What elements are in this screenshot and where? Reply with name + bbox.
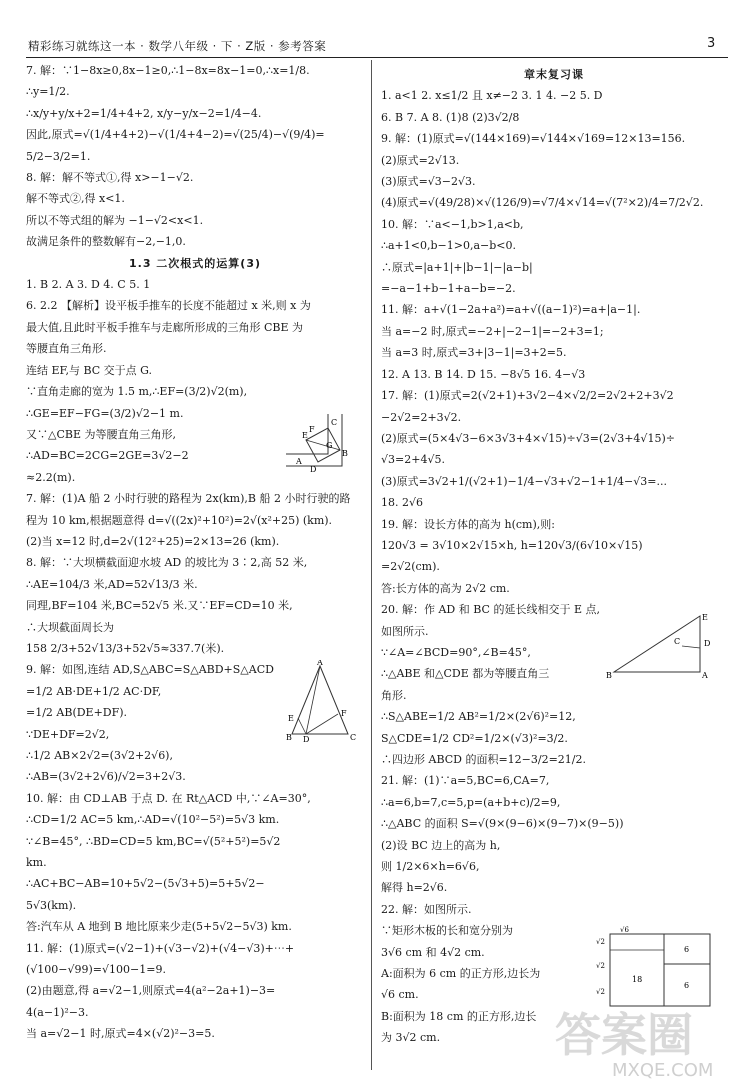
answer-line: km. (26, 856, 47, 870)
answer-line: 6. 2.2 【解析】设平板手推车的长度不能超过 x 米,则 x 为 (26, 299, 311, 313)
corridor-label: A (296, 457, 302, 466)
answer-line: ∴AD=BC=2CG=2GE=3√2−2 (26, 449, 189, 463)
answer-line: ∴四边形 ABCD 的面积=12−3/2=21/2. (381, 753, 587, 766)
answer-line: 解得 h=2√6. (381, 881, 448, 895)
answer-line: 17. 解：(1)原式=2(√2+1)+3√2−4×√2/2=2√2+2+3√2 (381, 389, 674, 403)
answer-line: 为 3√2 cm. (381, 1031, 441, 1045)
answer-line: 1. B 2. A 3. D 4. C 5. 1 (26, 278, 151, 292)
section-heading: 章末复习课 (524, 68, 584, 81)
answer-line: 8. 解：解不等式①,得 x>−1−√2. (26, 171, 194, 185)
answer-line: 18. 2√6 (381, 496, 423, 510)
answer-line: 7. 解：(1)A 船 2 小时行驶的路程为 2x(km),B 船 2 小时行驶的路 (26, 492, 351, 506)
answer-line: (4)原式=√(49/28)×√(126/9)=√7/4×√14=√(7²×2)/4=7/2√2. (381, 196, 704, 210)
corridor-figure (282, 410, 366, 480)
answer-line: 158 2/3+52√13/3+52√5≈337.7(米). (26, 641, 225, 655)
answer-line: ≈2.2(m). (26, 470, 76, 484)
answer-line: 11. 解：a+√(1−2a+a²)=a+√((a−1)²)=a+|a−1|. (381, 303, 641, 317)
answer-line: 连结 EF,与 BC 交于点 G. (26, 363, 153, 377)
answer-line: 10. 解：∵a<−1,b>1,a<b, (381, 217, 524, 231)
answer-line: 9. 解：(1)原式=√(144×169)=√144×√169=12×13=156. (381, 132, 686, 146)
corridor-label: F (309, 425, 315, 434)
board-cell-label: 6 (684, 945, 690, 954)
corridor-label: D (310, 465, 317, 474)
answer-line: ∴大坝截面周长为 (26, 620, 114, 634)
triangle9-label: D (303, 735, 310, 742)
answer-line: 故满足条件的整数解有−2,−1,0. (26, 235, 186, 249)
answer-line: 9. 解：如图,连结 AD,S△ABC=S△ABD+S△ACD (26, 663, 274, 677)
answer-line: −2√2=2+3√2. (381, 410, 462, 424)
triangle9-label: E (288, 714, 294, 723)
answer-line: ∵直角走廊的宽为 1.5 m,∴EF=(3/2)√2(m), (26, 385, 248, 399)
board-top-label: √6 (620, 926, 629, 934)
answer-line: ∴AC+BC−AB=10+5√2−(5√3+5)=5+5√2− (26, 877, 265, 891)
triangle9-label: B (286, 733, 292, 742)
answer-line: ∴1/2 AB×2√2=(3√2+2√6), (26, 749, 173, 762)
answer-line: ∴a=6,b=7,c=5,p=(a+b+c)/2=9, (381, 795, 561, 809)
answer-line: =−a−1+b−1+a−b=−2. (381, 282, 516, 296)
answer-line: 22. 解：如图所示. (381, 902, 472, 916)
answer-line: 答:汽车从 A 地到 B 地比原来少走(5+5√2−5√3) km. (26, 920, 292, 934)
answer-line: ∴x/y+y/x+2=1/4+4+2, x/y−y/x−2=1/4−4. (26, 106, 262, 120)
answer-line: 4(a−1)²−3. (26, 1005, 89, 1019)
answer-line: 5√3(km). (26, 898, 77, 912)
answer-line: 角形. (381, 688, 407, 702)
answer-line: 5/2−3/2=1. (26, 149, 91, 163)
board-left-label: √2 (596, 938, 605, 946)
answer-line: 7. 解：∵1−8x≥0,8x−1≥0,∴1−8x=8x−1=0,∴x=1/8. (26, 64, 310, 77)
left-column (26, 60, 364, 1045)
triangle-figure-20 (604, 610, 714, 680)
answer-line: ∴△ABE 和△CDE 都为等腰直角三 (381, 667, 550, 681)
watermark-url: MXQE.COM (612, 1060, 714, 1081)
answer-line: 当 a=3 时,原式=3+|3−1|=3+2=5. (381, 346, 567, 360)
answer-line: 程为 10 km,根据题意得 d=√((2x)²+10²)=2√(x²+25) (km). (26, 513, 333, 527)
corridor-label: C (331, 418, 338, 427)
answer-line: 120√3 = 3√10×2√15×h, h=120√3/(6√10×√15) (381, 538, 643, 552)
triangle9-label: F (341, 709, 347, 718)
answer-line: =1/2 AB·DE+1/2 AC·DF, (26, 684, 162, 698)
answer-line: 最大值,且此时平板手推车与走廊所形成的三角形 CBE 为 (26, 320, 304, 334)
answer-line: 3√6 cm 和 4√2 cm. (381, 945, 485, 959)
answer-line: ∴GE=EF−FG=(3/2)√2−1 m. (26, 406, 184, 420)
board-left-label: √2 (596, 962, 605, 970)
answer-line: (3)原式=√3−2√3. (381, 175, 476, 189)
answer-line: 10. 解：由 CD⊥AB 于点 D. 在 Rt△ACD 中,∵∠A=30°, (26, 791, 311, 805)
answer-line: 21. 解：(1)∵a=5,BC=6,CA=7, (381, 774, 550, 788)
answer-line: (2)设 BC 边上的高为 h, (381, 838, 501, 852)
answer-line: ∵∠A=∠BCD=90°,∠B=45°, (381, 645, 531, 659)
answer-line: 1. a<1 2. x≤1/2 且 x≠−2 3. 1 4. −2 5. D (381, 89, 603, 103)
answer-line: 同理,BF=104 米,BC=52√5 米.又∵EF=CD=10 米, (26, 599, 293, 613)
triangle-figure-9 (284, 660, 364, 742)
answer-line: B:面积为 18 cm 的正方形,边长 (381, 1009, 537, 1023)
corridor-label: G (326, 441, 333, 450)
answer-line: ∴AE=104/3 米,AD=52√13/3 米. (26, 577, 198, 591)
triangle20-label: D (704, 639, 711, 648)
header-rule (26, 57, 728, 58)
answer-line: (2)由题意,得 a=√2−1,则原式=4(a²−2a+1)−3= (26, 984, 276, 998)
answer-line: (3)原式=3√2+1/(√2+1)−1/4−√3+√2−1+1/4−√3=... (381, 474, 667, 488)
answer-line: ∴CD=1/2 AC=5 km,∴AD=√(10²−5²)=5√3 km. (26, 813, 280, 827)
answer-line: ∴S△ABE=1/2 AB²=1/2×(2√6)²=12, (381, 710, 576, 724)
answer-line: √3=2+4√5. (381, 453, 445, 467)
answer-line: 答:长方体的高为 2√2 cm. (381, 581, 510, 595)
corridor-label: E (302, 431, 308, 440)
answer-line: (2)当 x=12 时,d=2√(12²+25)=2×13=26 (km). (26, 534, 280, 548)
answer-line: 当 a=√2−1 时,原式=4×(√2)²−3=5. (26, 1027, 215, 1041)
page-header-title: 精彩练习就练这一本 · 数学八年级 · 下 · Z版 · 参考答案 (28, 39, 327, 53)
answer-line: (2)原式=(5×4√3−6×3√3+4×√15)÷√3=(2√3+4√15)÷ (381, 431, 675, 445)
answer-line: 6. B 7. A 8. (1)8 (2)3√2/8 (381, 110, 520, 124)
answer-line: ∵矩形木板的长和宽分别为 (381, 924, 513, 938)
triangle9-label: C (350, 733, 357, 742)
answer-line: ∵DE+DF=2√2, (26, 727, 110, 741)
answer-line: 又∵△CBE 为等腰直角三角形, (26, 427, 176, 441)
answer-line: ∵∠B=45°, ∴BD=CD=5 km,BC=√(5²+5²)=5√2 (26, 834, 281, 848)
watermark-logo: 答案圈 (555, 1008, 693, 1062)
page-number: 3 (707, 36, 716, 51)
board-cell-label: 18 (632, 975, 643, 984)
answer-line: 12. A 13. B 14. D 15. −8√5 16. 4−√3 (381, 367, 586, 381)
answer-line: (√100−√99)=√100−1=9. (26, 963, 166, 977)
answer-line: 当 a=−2 时,原式=−2+|−2−1|=−2+3=1; (381, 324, 604, 338)
board-cell-label: 6 (684, 981, 690, 990)
answer-line: A:面积为 6 cm 的正方形,边长为 (381, 967, 541, 981)
triangle20-label: A (702, 671, 708, 680)
answer-line: ∴AB=(3√2+2√6)/√2=3+2√3. (26, 770, 186, 784)
triangle9-label: A (317, 660, 323, 667)
answer-line: =2√2(cm). (381, 560, 440, 574)
answer-line: 所以不等式组的解为 −1−√2<x<1. (26, 213, 204, 227)
answer-line: 20. 解：作 AD 和 BC 的延长线相交于 E 点, (381, 603, 600, 617)
answer-line: S△CDE=1/2 CD²=1/2×(√3)²=3/2. (381, 731, 568, 745)
triangle20-label: C (674, 637, 681, 646)
answer-line: ∴△ABC 的面积 S=√(9×(9−6)×(9−7)×(9−5)) (381, 817, 624, 831)
answer-line: (2)原式=2√13. (381, 153, 460, 167)
answer-line: √6 cm. (381, 988, 419, 1002)
triangle20-label: B (606, 671, 612, 680)
answer-line: 等腰直角三角形. (26, 342, 107, 356)
answer-line: 则 1/2×6×h=6√6, (381, 860, 480, 874)
board-left-label: √2 (596, 988, 605, 996)
answer-line: 19. 解：设长方体的高为 h(cm),则: (381, 517, 555, 531)
answer-line: 因此,原式=√(1/4+4+2)−√(1/4+4−2)=√(25/4)−√(9/4)= (26, 128, 325, 142)
answer-line: 如图所示. (381, 624, 429, 638)
column-divider (371, 60, 372, 1070)
answer-line: ∴a+1<0,b−1>0,a−b<0. (381, 239, 516, 253)
triangle20-label: E (702, 613, 708, 622)
board-figure-22 (594, 924, 722, 1010)
corridor-label: B (342, 449, 348, 458)
answer-line: 解不等式②,得 x<1. (26, 192, 125, 206)
section-heading: 1.3 二次根式的运算(3) (128, 256, 262, 270)
answer-line: ∴y=1/2. (26, 85, 70, 99)
answer-line: 8. 解：∵大坝横截面迎水坡 AD 的坡比为 3∶2,高 52 米, (26, 556, 308, 570)
answer-line: =1/2 AB(DE+DF). (26, 706, 128, 720)
right-column (381, 60, 727, 1049)
answer-line: ∴原式=|a+1|+|b−1|−|a−b| (381, 260, 533, 274)
answer-line: 11. 解：(1)原式=(√2−1)+(√3−√2)+(√4−√3)+⋯+ (26, 941, 295, 955)
